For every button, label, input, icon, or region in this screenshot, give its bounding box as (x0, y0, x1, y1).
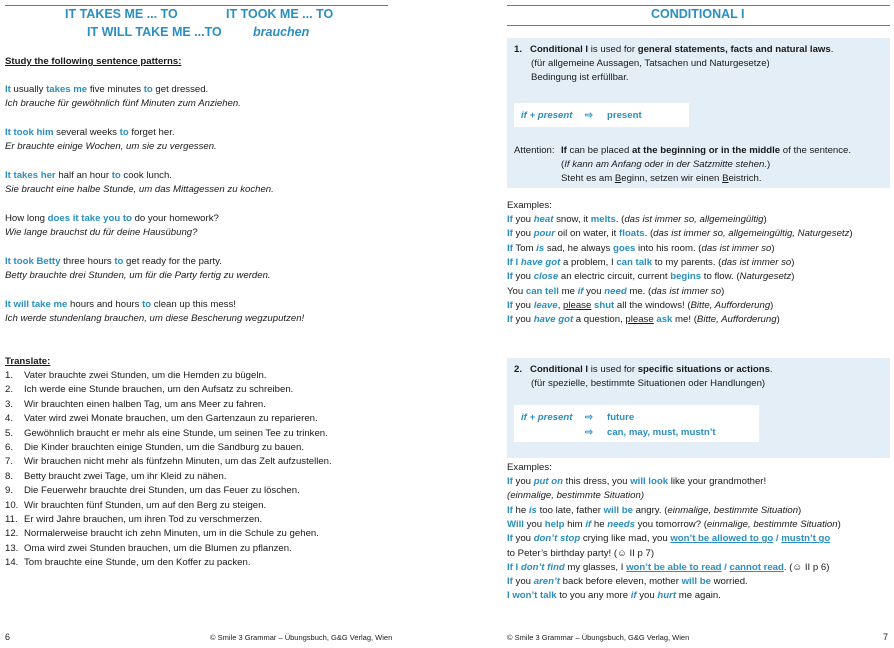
section-2-line-1: 2. Conditional I is used for specific situations or actions. (514, 364, 773, 375)
example-line: If you don’t stop crying like mad, you won’t be allowed to go / mustn’t go (507, 533, 831, 545)
example-line: If I don’t find my glasses, I won’t be able to read / cannot read. (☺ II p 6) (507, 561, 830, 573)
translate-item: 4. Vater wird zwei Monate brauchen, um den Gartenzaun zu reparieren. (5, 413, 318, 425)
example-line: If you leave, please shut all the windows! (Bitte, Aufforderung) (507, 299, 774, 311)
translate-item: 14. Tom brauchte eine Stunde, um den Koffer zu packen. (5, 557, 251, 569)
formula-result-1: future (607, 412, 635, 423)
pattern-de: Ich brauche für gewöhnlich fünf Minuten zum Anziehen. (5, 98, 241, 109)
section-1-line-2: (für allgemeine Aussagen, Tatsachen und Naturgesetze) (531, 58, 770, 69)
page-title: CONDITIONAL I (651, 7, 745, 21)
example-line: I won’t talk to you any more if you hurt me again. (507, 590, 721, 602)
attention-line-3: Steht es am Beginn, setzen wir einen Beistrich. (561, 173, 762, 184)
translate-item: 8. Betty braucht zwei Tage, um ihr Kleid zu nähen. (5, 470, 227, 482)
pattern-de: Ich werde stundenlang brauchen, um diese Bescherung wegzuputzen! (5, 313, 305, 324)
right-page (447, 0, 894, 648)
pattern-en: How long does it take you to do your homework? (5, 213, 219, 224)
footer-left: © Smile 3 Grammar – Übungsbuch, G&G Verlag, Wien (210, 633, 393, 642)
study-heading: Study the following sentence patterns: (5, 56, 182, 67)
pattern-en: It takes her half an hour to cook lunch. (5, 170, 172, 181)
section-1-line-3: Bedingung ist erfüllbar. (531, 72, 629, 83)
pattern-de: Er brauchte einige Wochen, um sie zu vergessen. (5, 141, 217, 152)
examples-1-label: Examples: (507, 200, 552, 211)
example-line: If you have got a question, please ask me! (Bitte, Aufforderung) (507, 314, 780, 326)
arrow-icon: ⇨ (585, 412, 594, 423)
pattern-en: It took Betty three hours to get ready for the party. (5, 256, 222, 267)
footer-right: © Smile 3 Grammar – Übungsbuch, G&G Verlag, Wien (507, 633, 690, 642)
translate-item: 12. Normalerweise braucht ich zehn Minuten, um in die Schule zu gehen. (5, 528, 319, 540)
example-line: Will you help him if he needs you tomorrow? (einmalige, bestimmte Situation) (507, 518, 841, 530)
pattern-en: It usually takes me five minutes to get dressed. (5, 84, 209, 95)
translate-item: 7. Wir brauchen nicht mehr als fünfzehn Minuten, um das Zelt aufzustellen. (5, 456, 332, 468)
attention-label: Attention: (514, 145, 555, 156)
example-line: You can tell me if you need me. (das ist immer so) (507, 285, 725, 297)
formula-result-2: can, may, must, mustn’t (607, 427, 716, 438)
examples-2-label: Examples: (507, 462, 552, 473)
translate-item: 3. Wir brauchten einen halben Tag, um ans Meer zu fahren. (5, 398, 266, 410)
pattern-de: Betty brauchte drei Stunden, um für die Party fertig zu werden. (5, 270, 271, 281)
pattern-de: Sie braucht eine halbe Stunde, um das Mittagessen zu kochen. (5, 184, 274, 195)
arrow-icon: ⇨ (585, 427, 594, 438)
example-line: If you close an electric circuit, current begins to flow. (Naturgesetz) (507, 271, 795, 283)
formula-if: if + present (521, 412, 573, 423)
translate-item: 10. Wir brauchten fünf Stunden, um auf den Berg zu steigen. (5, 499, 267, 511)
formula-if: if + present (521, 110, 573, 121)
translate-item: 1. Vater brauchte zwei Stunden, um die Hemden zu bügeln. (5, 370, 267, 381)
pattern-en: It will take me hours and hours to clean up this mess! (5, 299, 236, 310)
section-2-line-2: (für spezielle, bestimmte Situationen oder Handlungen) (531, 378, 766, 389)
example-line: If you pour oil on water, it floats. (das ist immer so, allgemeingültig, Naturgesetz) (507, 228, 853, 240)
page-number-left: 6 (5, 632, 11, 642)
example-line: (einmalige, bestimmte Situation) (507, 490, 645, 502)
example-line: If you heat snow, it melts. (das ist immer so, allgemeingültig) (507, 214, 767, 225)
top-rule (5, 5, 388, 6)
header-title-1: IT TAKES ME ... TO (65, 7, 178, 21)
example-line: If you aren’t back before eleven, mother will be worried. (507, 576, 748, 588)
header-title-4: brauchen (253, 25, 310, 39)
page-number-right: 7 (883, 632, 889, 642)
translate-item: 2. Ich werde eine Stunde brauchen, um den Aufsatz zu schreiben. (5, 384, 294, 396)
example-line: If he is too late, father will be angry. (einmalige, bestimmte Situation) (507, 504, 802, 516)
pattern-de: Wie lange brauchst du für deine Hausübung? (5, 227, 198, 238)
top-rule (507, 5, 890, 6)
example-line: to Peter’s birthday party! (☺ II p 7) (507, 547, 655, 559)
translate-item: 13. Oma wird zwei Stunden brauchen, um die Blumen zu pflanzen. (5, 542, 292, 554)
translate-heading: Translate: (5, 356, 51, 367)
title-rule (507, 25, 890, 26)
example-line: If I have got a problem, I can talk to my parents. (das ist immer so) (507, 256, 795, 268)
header-title-2: IT TOOK ME ... TO (226, 7, 334, 21)
header-title-3: IT WILL TAKE ME ...TO (87, 25, 222, 39)
attention-line-2: (If kann am Anfang oder in der Satzmitte stehen.) (561, 159, 771, 170)
translate-item: 11. Er wird Jahre brauchen, um ihren Tod zu verschmerzen. (5, 514, 263, 525)
formula-result: present (607, 110, 642, 121)
translate-item: 9. Die Feuerwehr brauchte drei Stunden, um das Feuer zu löschen. (5, 485, 300, 497)
pattern-en: It took him several weeks to forget her. (5, 127, 175, 138)
arrow-icon: ⇨ (585, 110, 594, 121)
example-line: If Tom is sad, he always goes into his room. (das ist immer so) (507, 242, 775, 254)
translate-item: 6. Die Kinder brauchten einige Stunden, um die Sandburg zu bauen. (5, 442, 305, 453)
attention-line-1: If can be placed at the beginning or in the middle of the sentence. (561, 145, 852, 156)
section-1-line-1: 1. Conditional I is used for general statements, facts and natural laws. (514, 44, 834, 55)
translate-item: 5. Gewöhnlich braucht er mehr als eine Stunde, um seinen Tee zu trinken. (5, 427, 328, 439)
example-line: If you put on this dress, you will look like your grandmother! (507, 476, 767, 487)
